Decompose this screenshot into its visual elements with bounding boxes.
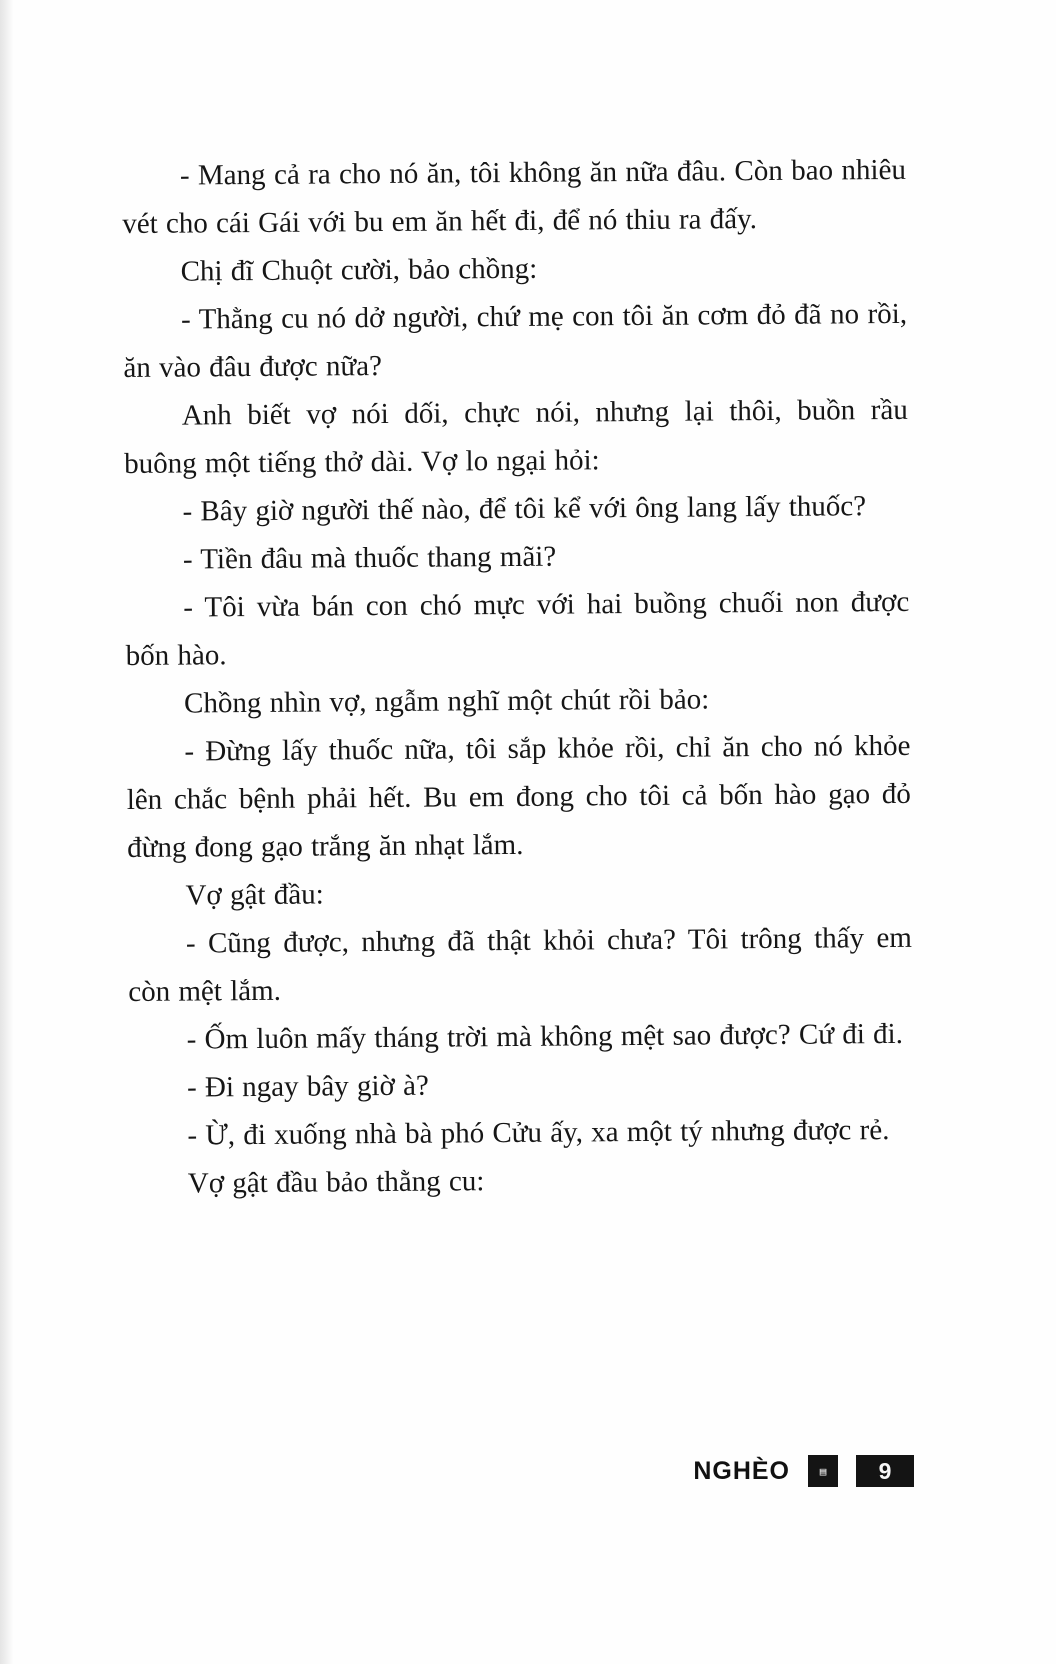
paragraph: Chồng nhìn vợ, ngẫm nghĩ một chút rồi bảo: [183,683,710,720]
paragraph: - Thằng cu nó dở người, chứ mẹ con tôi ăn cơm đỏ đã no rồi, ăn vào đâu được nữa? [123,297,908,385]
paragraph: - Đi ngay bây giờ à? [186,1069,429,1104]
scan-edge-shadow [0,0,14,1664]
paragraph: - Cũng được, nhưng đã thật khỏi chưa? Tôi trông thấy em còn mệt lắm. [128,921,913,1009]
book-title: NGHÈO [693,1456,790,1485]
paragraph: - Tiền đâu mà thuốc thang mãi? [182,540,557,576]
paragraph: Vợ gật đầu: [185,878,324,912]
page-footer [693,1455,914,1487]
paragraph: - Mang cả ra cho nó ăn, tôi không ăn nữa đâu. Còn bao nhiêu vét cho cái Gái với bu em ăn hết đi, để nó thiu ra đấy. [122,153,906,241]
paragraph: - Bây giờ người thế nào, để tôi kể với ông lang lấy thuốc? [182,490,867,528]
paragraph: Chị đĩ Chuột cười, bảo chồng: [180,252,538,288]
body-text [122,146,914,1208]
publisher-logo-icon [808,1455,838,1487]
paragraph: - Ừ, đi xuống nhà bà phó Cửu ấy, xa một tý nhưng được rẻ. [187,1114,890,1152]
paragraph: - Ốm luôn mấy tháng trời mà không mệt sao được? Cứ đi đi. [186,1017,904,1056]
paragraph: Anh biết vợ nói dối, chực nói, nhưng lại thôi, buồn rầu buông một tiếng thở dài. Vợ lo ngại hỏi: [124,393,908,481]
publisher-logo-glyph: ▤ [819,1464,827,1478]
paragraph: Vợ gật đầu bảo thằng cu: [187,1165,485,1200]
page-number-badge: 9 [856,1455,914,1487]
paragraph: - Tôi vừa bán con chó mực với hai buồng chuối non được bốn hào. [125,585,910,673]
paragraph: - Đừng lấy thuốc nữa, tôi sắp khỏe rồi, chỉ ăn cho nó khỏe lên chắc bệnh phải hết. Bu em đong cho tôi cả bốn hào gạo đỏ đừng đong gạo trắng ăn nhạt lắm. [126,729,911,865]
